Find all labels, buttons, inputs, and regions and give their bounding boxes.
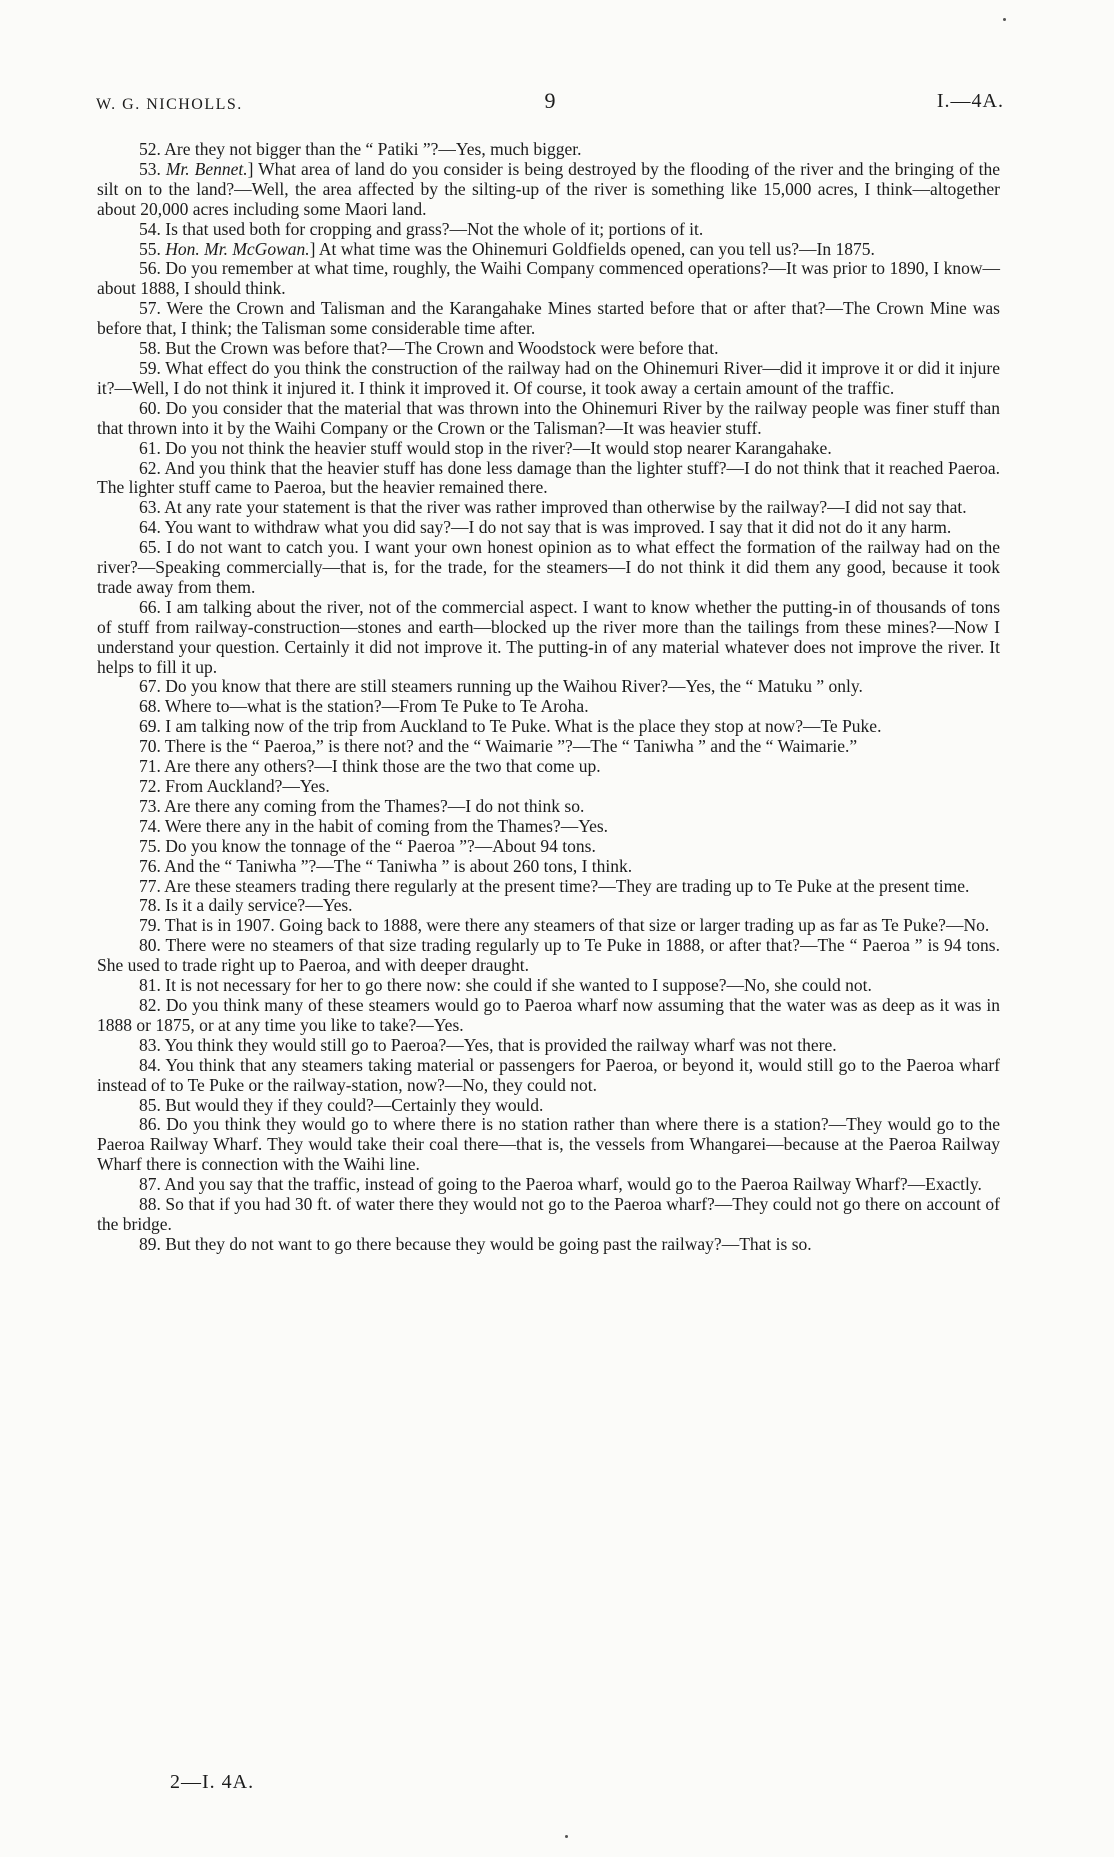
page-number: 9	[544, 88, 556, 113]
paragraph-text: 85. But would they if they could?—Certainly they would.	[139, 1094, 544, 1115]
question-answer-paragraph	[97, 737, 1000, 757]
paragraph-text: 64. You want to withdraw what you did say?—I do not say that is was improved. I say that it did not do it any harm.	[139, 517, 952, 538]
question-answer-paragraph	[97, 1115, 1000, 1175]
page-header	[96, 88, 1004, 124]
paragraph-text: 84. You think that any steamers taking material or passengers for Paeroa, or beyond it, would still go to the Paeroa wharf instead of to Te Puke or the railway-station, now?—No, they could not.	[97, 1054, 1000, 1095]
document-reference: I.—4A.	[936, 90, 1004, 112]
question-answer-paragraph	[97, 518, 1000, 538]
paragraph-text: 53.	[139, 158, 166, 179]
question-answer-paragraph	[97, 817, 1000, 837]
question-answer-paragraph	[97, 240, 1000, 260]
question-answer-paragraph	[97, 459, 1000, 499]
question-answer-paragraph	[97, 837, 1000, 857]
question-answer-paragraph	[97, 339, 1000, 359]
paragraph-text: 54. Is that used both for cropping and grass?—Not the whole of it; portions of it.	[139, 218, 704, 239]
paragraph-text: 59. What effect do you think the construction of the railway had on the Ohinemuri River—did it improve it or did it injure it?—Well, I do not think it injured it. I think it improved it. Of course, it took away a certain amount of the traffic.	[97, 357, 1000, 398]
paragraph-text: 52. Are they not bigger than the “ Patiki ”?—Yes, much bigger.	[139, 139, 582, 159]
question-answer-paragraph	[97, 877, 1000, 897]
question-answer-paragraph	[97, 498, 1000, 518]
witness-name: W. G. NICHOLLS.	[96, 96, 243, 113]
paragraph-continuation: ] At what time was the Ohinemuri Goldfields opened, can you tell us?—In 1875.	[309, 238, 875, 259]
paragraph-text: 55.	[139, 238, 166, 259]
question-answer-paragraph	[97, 399, 1000, 439]
paragraph-text: 58. But the Crown was before that?—The Crown and Woodstock were before that.	[139, 338, 719, 359]
paper-speck	[1003, 18, 1006, 21]
question-answer-paragraph	[97, 777, 1000, 797]
paragraph-text: 78. Is it a daily service?—Yes.	[139, 895, 353, 916]
question-answer-paragraph	[97, 538, 1000, 598]
question-answer-paragraph	[97, 936, 1000, 976]
question-answer-paragraph	[97, 259, 1000, 299]
paragraph-text: 79. That is in 1907. Going back to 1888, were there any steamers of that size or larger trading up as far as Te Puke?—No.	[139, 915, 990, 936]
paragraph-text: 68. Where to—what is the station?—From Te Puke to Te Aroha.	[139, 696, 589, 717]
paragraph-text: 77. Are these steamers trading there regularly at the present time?—They are trading up to Te Puke at the present time.	[139, 875, 970, 896]
paragraph-text: 80. There were no steamers of that size trading regularly up to Te Puke in 1888, or after that?—The “ Paeroa ” is 94 tons. She used to trade right up to Paeroa, and with deeper draught.	[97, 935, 1000, 976]
paragraph-text: 88. So that if you had 30 ft. of water there they would not go to the Paeroa wharf?—They could not go there on account of the bridge.	[97, 1194, 1000, 1234]
paragraph-text: 71. Are there any others?—I think those are the two that come up.	[139, 756, 601, 777]
paragraph-text: 87. And you say that the traffic, instead of going to the Paeroa wharf, would go to the Paeroa Railway Wharf?—Exactly.	[139, 1174, 982, 1195]
paragraph-text: 82. Do you think many of these steamers would go to Paeroa wharf now assuming that the water was as deep as it was in 1888 or 1875, or at any time you like to take?—Yes.	[97, 994, 1000, 1035]
question-answer-paragraph	[97, 140, 1000, 160]
paragraph-text: 76. And the “ Taniwha ”?—The “ Taniwha ” is about 260 tons, I think.	[139, 855, 633, 876]
question-answer-paragraph	[97, 1096, 1000, 1116]
signature-mark: 2—I. 4A.	[170, 1771, 255, 1793]
question-answer-paragraph	[97, 1056, 1000, 1096]
paragraph-text: 69. I am talking now of the trip from Auckland to Te Puke. What is the place they stop at now?—Te Puke.	[139, 716, 882, 737]
paper-speck	[565, 1835, 568, 1838]
question-answer-paragraph	[97, 757, 1000, 777]
paragraph-text: 74. Were there any in the habit of coming from the Thames?—Yes.	[139, 815, 609, 836]
question-answer-paragraph	[97, 299, 1000, 339]
paragraph-text: 81. It is not necessary for her to go there now: she could if she wanted to I suppose?—No, she could not.	[139, 975, 872, 996]
paragraph-text: 57. Were the Crown and Talisman and the Karangahake Mines started before that or after that?—The Crown Mine was before that, I think; the Talisman some considerable time after.	[97, 298, 1000, 339]
paragraph-text: 70. There is the “ Paeroa,” is there not? and the “ Waimarie ”?—The “ Taniwha ” and the “ Waimarie.”	[139, 736, 858, 757]
question-answer-paragraph	[97, 857, 1000, 877]
question-answer-paragraph	[97, 896, 1000, 916]
paragraph-text: 86. Do you think they would go to where there is no station rather than where there is a station?—They would go to the Paeroa Railway Wharf. They would take their coal there—that is, the vessels from Whangarei—because at the Paeroa Railway Wharf there is connection with the Waihi line.	[97, 1114, 1000, 1175]
question-answer-paragraph	[97, 996, 1000, 1036]
question-answer-paragraph	[97, 697, 1000, 717]
paragraph-text: 61. Do you not think the heavier stuff would stop in the river?—It would stop nearer Karangahake.	[139, 437, 832, 458]
question-answer-paragraph	[97, 916, 1000, 936]
question-answer-paragraph	[97, 797, 1000, 817]
paragraph-text: 89. But they do not want to go there because they would be going past the railway?—That is so.	[139, 1233, 812, 1254]
paragraph-text: 75. Do you know the tonnage of the “ Paeroa ”?—About 94 tons.	[139, 835, 596, 856]
question-answer-paragraph	[97, 717, 1000, 737]
question-answer-paragraph	[97, 1195, 1000, 1235]
question-answer-paragraph	[97, 598, 1000, 678]
evidence-body	[97, 140, 1000, 1255]
paragraph-text: 62. And you think that the heavier stuff has done less damage than the lighter stuff?—I do not think that it reached Paeroa. The lighter stuff came to Paeroa, but the heavier remained there.	[97, 457, 1000, 498]
speaker-name: Mr. Bennet.	[165, 158, 248, 179]
question-answer-paragraph	[97, 1235, 1000, 1255]
question-answer-paragraph	[97, 439, 1000, 459]
question-answer-paragraph	[97, 1175, 1000, 1195]
paragraph-text: 67. Do you know that there are still steamers running up the Waihou River?—Yes, the “ Matuku ” only.	[139, 676, 863, 697]
question-answer-paragraph	[97, 1036, 1000, 1056]
paragraph-text: 83. You think they would still go to Paeroa?—Yes, that is provided the railway wharf was not there.	[139, 1034, 837, 1055]
paragraph-text: 72. From Auckland?—Yes.	[139, 776, 330, 796]
question-answer-paragraph	[97, 976, 1000, 996]
speaker-name: Hon. Mr. McGowan.	[165, 238, 310, 259]
question-answer-paragraph	[97, 359, 1000, 399]
paragraph-text: 60. Do you consider that the material that was thrown into the Ohinemuri River by the railway people was finer stuff than that thrown into it by the Waihi Company or the Crown or the Talisman?—It was heavier stuff.	[97, 397, 1000, 438]
paragraph-text: 66. I am talking about the river, not of the commercial aspect. I want to know whether the putting-in of thousands of tons of stuff from railway-construction—stones and earth—blocked up the river more than the tailings from these mines?—Now I understand your question. Certainly it did not improve it. The putting-in of any material whatever does not improve the river. It helps to fill it up.	[97, 596, 1000, 677]
question-answer-paragraph	[97, 160, 1000, 220]
paragraph-text: 65. I do not want to catch you. I want your own honest opinion as to what effect the formation of the railway had on the river?—Speaking commercially—that is, for the trade, for the steamers—I do not think it did them any good, because it took trade away from them.	[97, 537, 1000, 597]
paragraph-text: 63. At any rate your statement is that the river was rather improved than otherwise by the railway?—I did not say that.	[139, 497, 967, 518]
question-answer-paragraph	[97, 677, 1000, 697]
paragraph-text: 73. Are there any coming from the Thames?—I do not think so.	[139, 795, 585, 816]
question-answer-paragraph	[97, 220, 1000, 240]
paragraph-continuation: ] What area of land do you consider is being destroyed by the flooding of the river and the bringing of the silt on to the land?—Well, the area affected by the silting-up of the river is something like 15,000 acres, I think—altogether about 20,000 acres including some Maori land.	[97, 158, 1000, 219]
paragraph-text: 56. Do you remember at what time, roughly, the Waihi Company commenced operations?—It was prior to 1890, I know—about 1888, I should think.	[97, 258, 1000, 299]
